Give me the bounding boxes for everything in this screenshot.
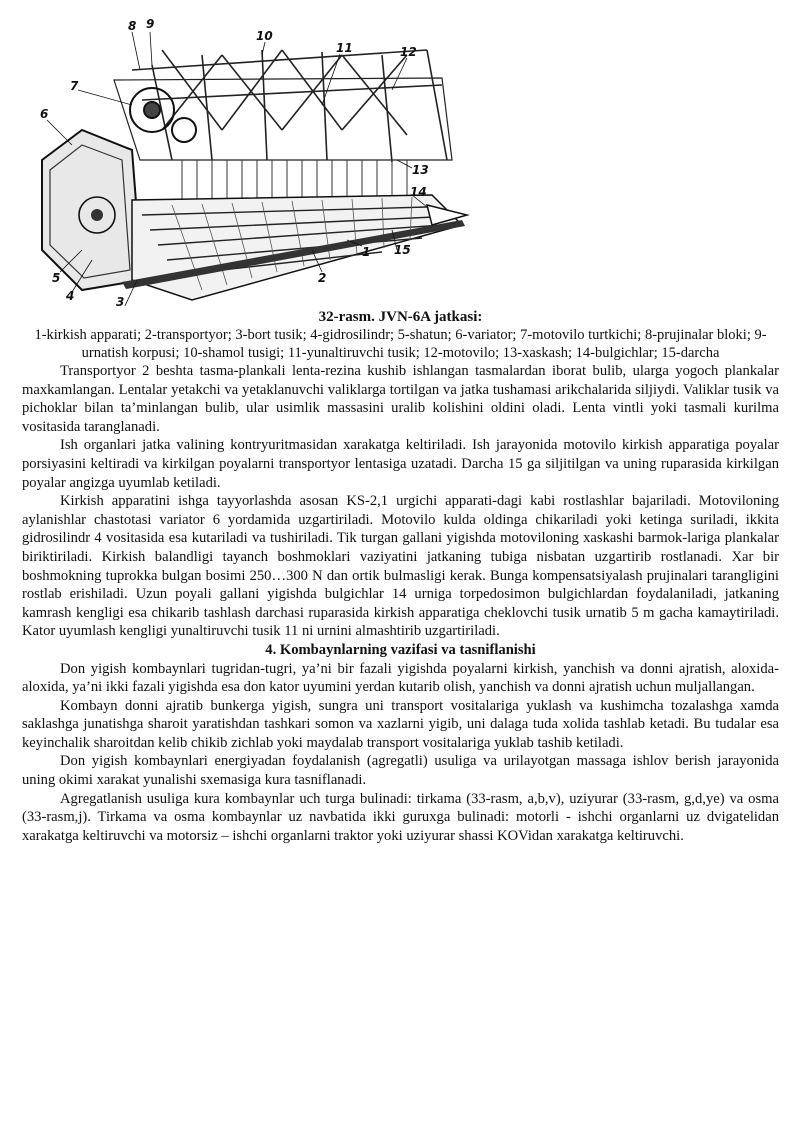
callout-8: 8 xyxy=(128,19,137,33)
callout-2: 2 xyxy=(318,271,327,285)
header-machine-drawing xyxy=(22,10,482,306)
paragraph: Ish organlari jatka valining kontryuritmasidan xarakatga keltiriladi. Ish jarayonida motovilo kirkish apparatiga poyalar porsiyasini keltiradi va kirkilgan poyalarni transportyor lentasiga uzatadi. Darcha 15 ga siljitilgan va uning ruparasida kirkilgan poyalar angizga uyumlab ketiladi. xyxy=(22,437,779,491)
figure-caption-legend: 1-kirkish apparati; 2-transportyor; 3-bort tusik; 4-gidrosilindr; 5-shatun; 6-variator; 7-motovilo turtkichi; 8-prujinalar bloki; 9-urnatish korpusi; 10-shamol tusigi; 11-yunaltiruvchi tusik; 12-motovilo; 13-xaskash; 14-bulgichlar; 15-darcha xyxy=(34,327,767,361)
callout-15: 15 xyxy=(394,243,411,257)
section-heading: 4. Kombaynlarning vazifasi va tasniflanishi xyxy=(265,641,536,658)
callout-14: 14 xyxy=(410,185,427,199)
callout-12: 12 xyxy=(400,45,417,59)
callout-6: 6 xyxy=(40,107,49,121)
callout-3: 3 xyxy=(116,295,125,306)
callout-9: 9 xyxy=(146,17,155,31)
figure-caption-title: 32-rasm. JVN-6A jatkasi: xyxy=(318,309,483,325)
callout-5: 5 xyxy=(52,271,61,285)
callout-1: 1 xyxy=(362,245,371,259)
callout-11: 11 xyxy=(336,41,353,55)
paragraph: Kirkish apparatini ishga tayyorlashda asosan KS-2,1 urgichi apparati-dagi kabi rostlashlar bajariladi. Motoviloning aylanishlar chastotasi variator 6 yordamida uzgartiriladi. Motovilo kulda oldinga chikariladi yoki ketinga suriladi, ikkita gidrosilindr 4 vositasida esa kutariladi va tushiriladi. Tik turgan gallani yigishda motoviloning xaskashi barmok-lariga plankalar biriktiriladi. Kirkish balandligi tayanch boshmoklari vaziyatini jatkaning tubiga nisbatan uzgartirib rostlanadi. Xar bir boshmokning tuprokka bulgan bosimi 250…300 N dan ortik bulmasligi kerak. Bunga kompensatsiyalash prujinalari tarangligini rostlab erishiladi. Uzun poyali gallani yigishda bulgichlar 14 urniga torpedosimon bulgichlardan foydalaniladi, jatkaning kamrash kengligi esa chikarib tashlash darchasi ruparasida kirkish apparatiga cheklovchi tusik urnatib 5 m gacha kamaytiriladi. Kator uyumlash kengligi yunaltiruvchi tusik 11 ni urnini almashtirib uzgartiriladi. xyxy=(22,493,779,640)
document-page xyxy=(22,10,779,845)
callout-10: 10 xyxy=(256,29,273,43)
paragraph: Kombayn donni ajratib bunkerga yigish, sungra uni transport vositalariga yuklash va kushimcha tozalashga xamda saklashga junatishga sharoit yaratishdan tashkari somon va xazlarni yigib, uni dalaga tuda xolida tashlab ketadi. Bu tudalar esa keyinchalik sharoitdan kelib chikib zichlab yoki maydalab transport vositalariga yuklab tashib ketiladi. xyxy=(22,697,779,751)
callout-13: 13 xyxy=(412,163,429,177)
paragraph: Agregatlanish usuliga kura kombaynlar uch turga bulinadi: tirkama (33-rasm, a,b,v), uziyurar (33-rasm, g,d,ye) va osma (33-rasm,j). Tirkama va osma kombaynlar uz navbatida ikki guruxga bulinadi: motorli - ishchi organlarni uz dvigatelidan xarakatga keltiruvchi va motorsiz – ishchi organlarni traktor yoki uziyurar shassi KOVidan xarakatga keltiruvchi. xyxy=(22,790,779,844)
paragraph: Don yigish kombaynlari tugridan-tugri, ya’ni bir fazali yigishda poyalarni kirkish, yanchish va donni ajratish, aloxida-aloxida, ya’ni ikki fazali yigishda esa don kator uyumini yerdan kutarib olish, yanchish va donni ajratish uchun muljallangan. xyxy=(22,660,779,696)
paragraph: Don yigish kombaynlari energiyadan foydalanish (agregatli) usuliga va urilayotgan massaga ishlov berish jarayonida uning okimi xarakat yunalishi sxemasiga kura tasniflanadi. xyxy=(22,753,779,789)
figure-jvn-6a-header xyxy=(22,10,482,306)
paragraph: Transportyor 2 beshta tasma-plankali lenta-rezina kushib ishlangan tasmalardan iborat bulib, ularga yogoch plankalar maxkamlangan. Lentalar yetakchi va yetaklanuvchi valiklarga tortilgan va jatka tushamasi arikchalarida siljiydi. Valiklar tusik va pichoklar bilan ta’minlangan bulib, ular usimlik massasini uralib kolishini oldini oladi. Lenta vintli yoki tasmali kurilma vositasida taranglanadi. xyxy=(22,363,779,435)
callout-4: 4 xyxy=(66,289,75,303)
callout-7: 7 xyxy=(70,79,79,93)
